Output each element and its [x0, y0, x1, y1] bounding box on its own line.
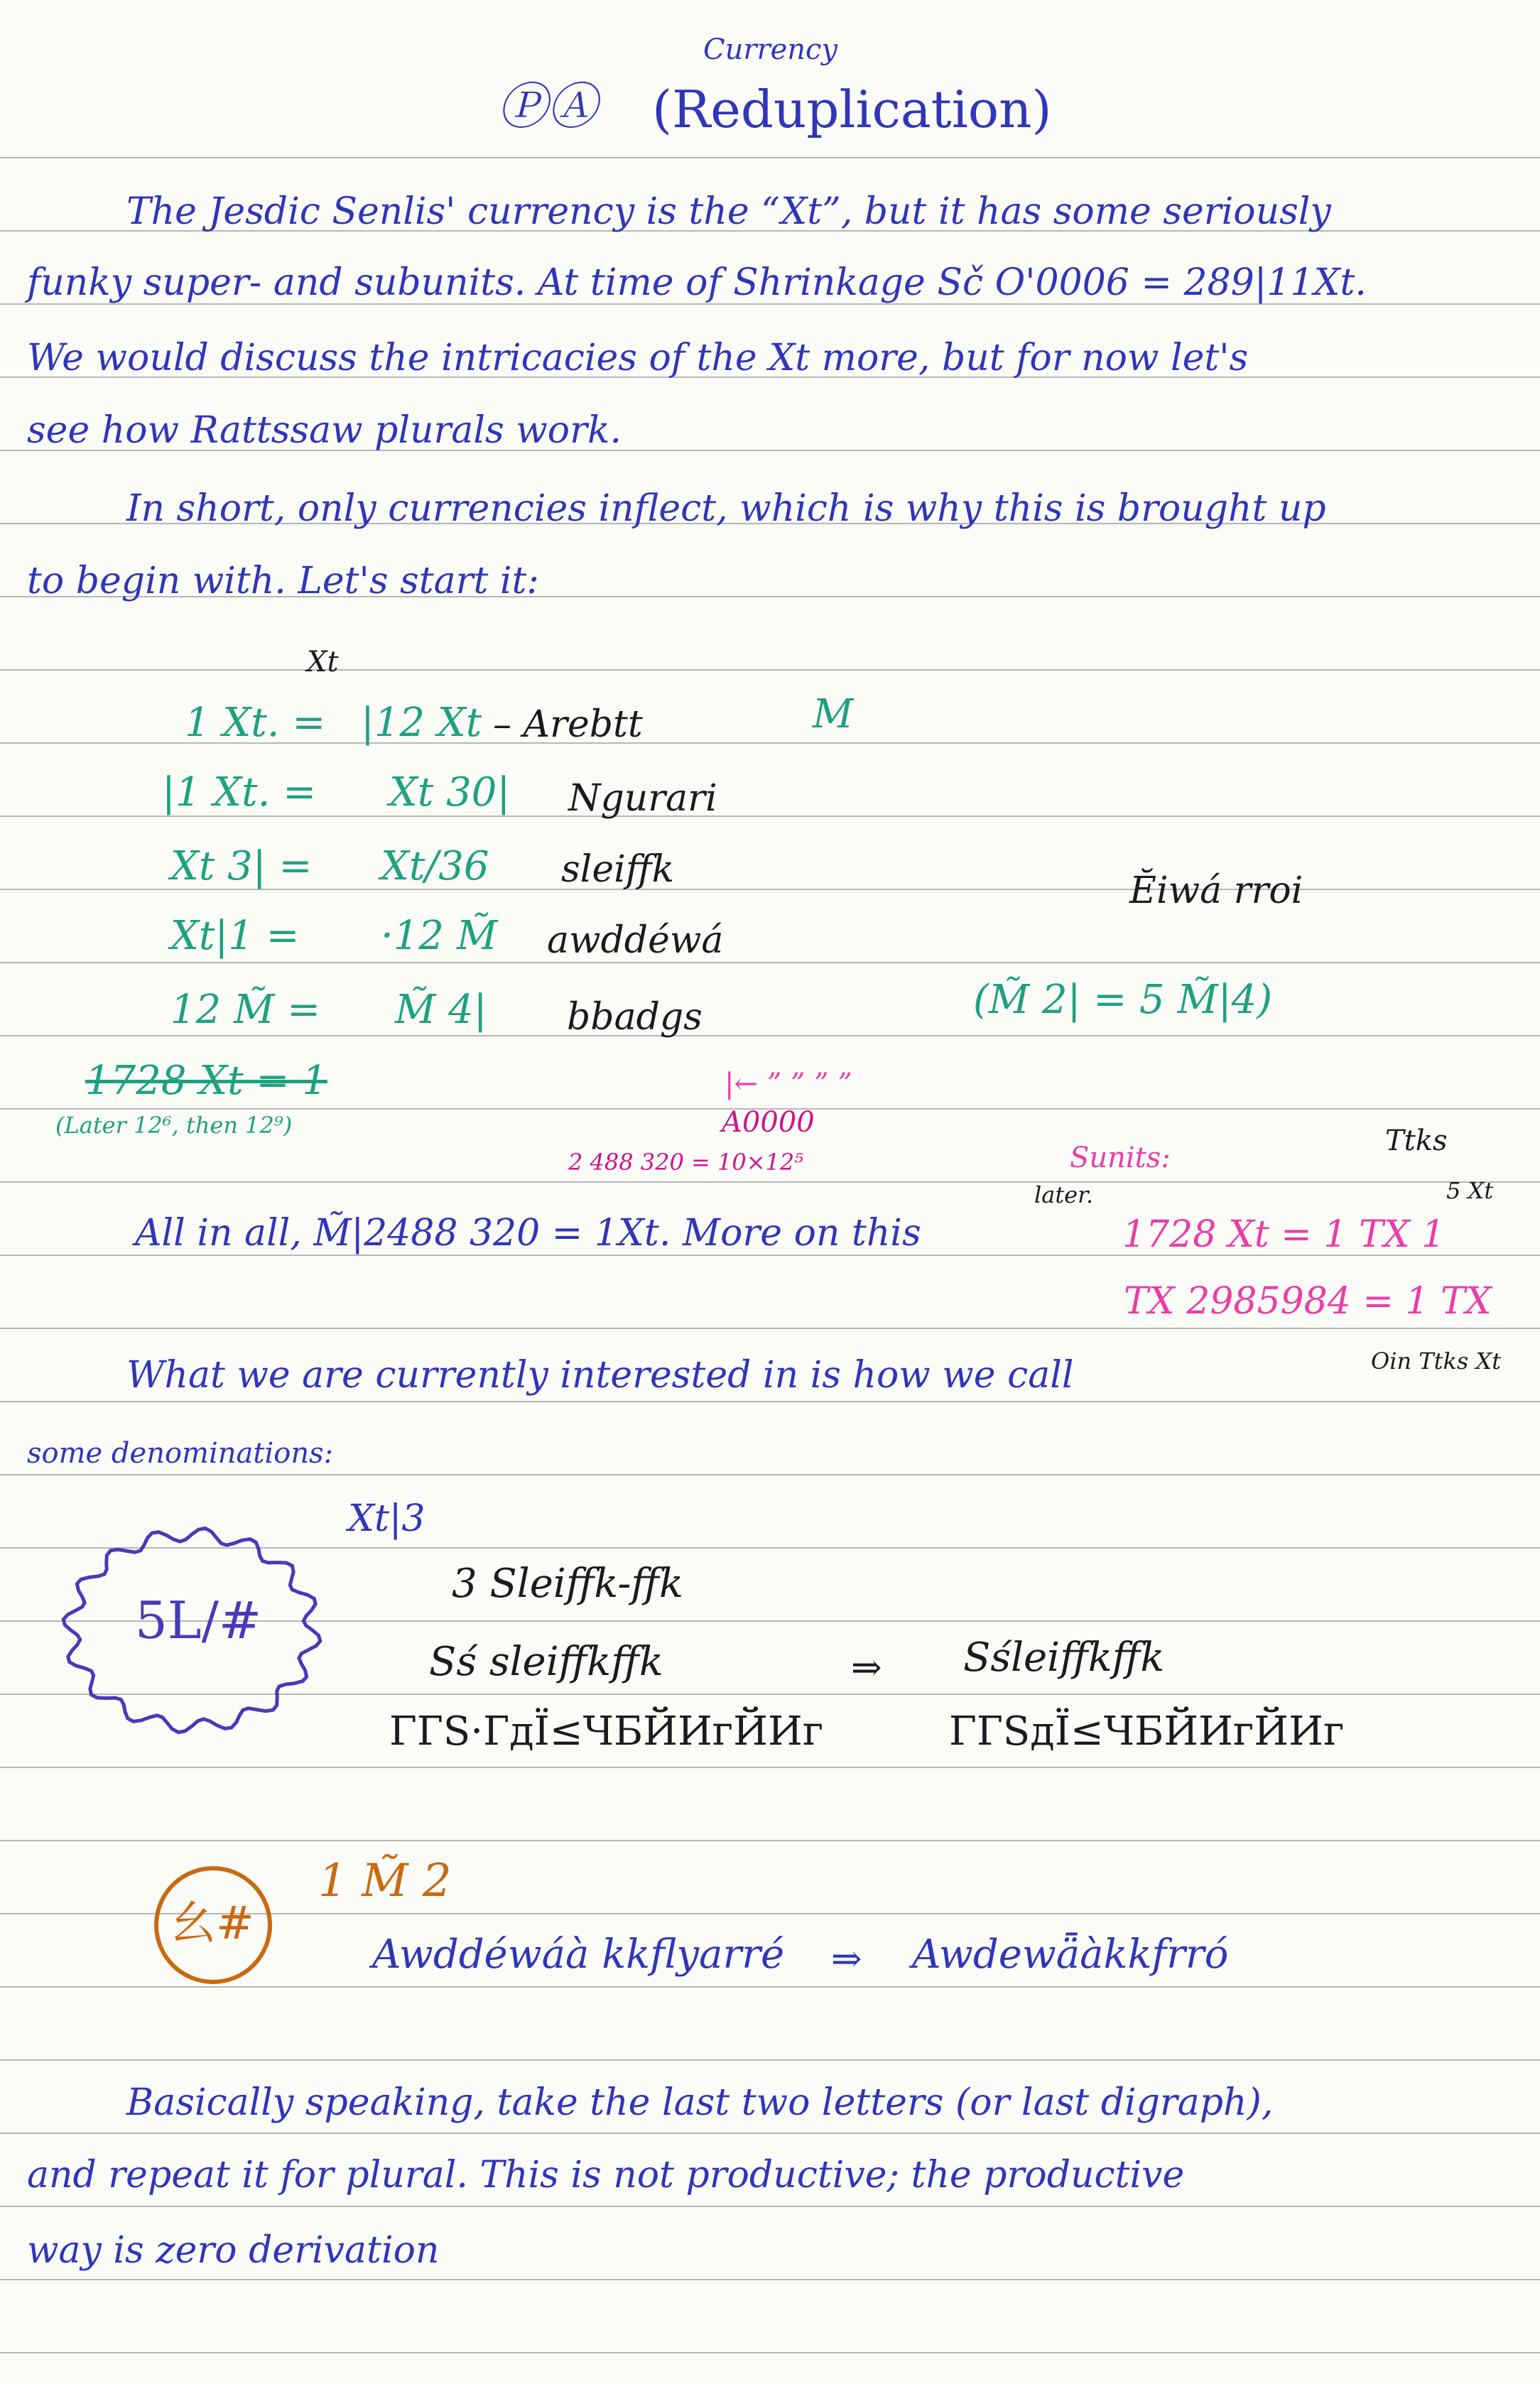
summary-line: All in all, M̃|2488 320 = 1Xt. More on this	[135, 1212, 921, 1255]
unit-right: ·12 M̃	[381, 913, 498, 959]
side-name: Ĕiwá rroi	[1129, 869, 1303, 912]
example1-script-b: ΓГЅдЇ≤ЧБЙИгЙИг	[949, 1708, 1345, 1755]
pink-sxt: 5 Xt	[1446, 1177, 1494, 1204]
pink-quotes: |← ” ” ” ”	[725, 1068, 852, 1100]
example1-line2b: Sśleiffkffk	[963, 1635, 1165, 1681]
example1-amount: Xt|3	[348, 1497, 425, 1540]
example1-line2a: Sś sleiffkffk	[429, 1639, 663, 1685]
denominations-line: What we are currently interested in is how we call	[126, 1354, 1074, 1397]
unit-icon-mark: M	[813, 691, 854, 737]
later-note: (Later 12⁶, then 12⁹)	[55, 1112, 293, 1139]
unit-left: Xt 3| =	[170, 843, 313, 889]
xt-mark: Xt	[307, 646, 339, 678]
side-equation: (M̃ 2| = 5 M̃|4)	[973, 977, 1273, 1023]
header-topic: (Reduplication)	[652, 80, 1052, 139]
pink-sunits: Sunits:	[1070, 1142, 1171, 1174]
pink-eq1: 1728 Xt = 1 TX 1	[1122, 1213, 1446, 1256]
unit-right: Xt 30|	[389, 769, 511, 816]
conclusion-line: Basically speaking, take the last two letters (or last digraph),	[126, 2081, 1274, 2124]
intro-line: The Jesdic Senlis' currency is the “Xt”, but it has some seriously	[126, 190, 1331, 233]
badge-2-symbol: 幺#	[170, 1897, 254, 1950]
example2-phrase-a: Awddéwáà kkflyarré	[372, 1931, 785, 1978]
unit-name: – Arebtt	[493, 703, 643, 746]
unit-left: 1 Xt. =	[185, 700, 326, 746]
intro-line: We would discuss the intricacies of the Xt more, but for now let's	[27, 337, 1249, 379]
intro-line: see how Rattssaw plurals work.	[27, 409, 622, 452]
pink-later: later.	[1034, 1181, 1094, 1208]
unit-left: Xt|1 =	[170, 913, 300, 959]
unit-right: Xt/36	[381, 843, 489, 889]
pink-ttks: Ttks	[1385, 1125, 1448, 1157]
example1-line1: 3 Sleiffk-ffk	[452, 1561, 683, 1607]
unit-right: M̃ 4|	[395, 987, 487, 1033]
pink-sum: 2 488 320 = 10×12⁵	[568, 1149, 804, 1176]
example2-arrow: ⇒	[831, 1938, 862, 1981]
denominations-line: some denominations:	[27, 1437, 334, 1470]
conclusion-line: and repeat it for plural. This is not productive; the productive	[27, 2154, 1185, 2196]
unit-left: |1 Xt. =	[162, 769, 317, 816]
unit-left: 12 M̃ =	[170, 987, 321, 1033]
conclusion-line: way is zero derivation	[27, 2229, 440, 2272]
struck-row: 1728 Xt = 1	[85, 1058, 327, 1104]
header-marks: ⓅⒶ	[497, 77, 597, 136]
unit-name: sleiffk	[561, 848, 675, 891]
badge-symbol: 5L/#	[135, 1591, 262, 1650]
example1-script-a: ΓГЅ·ГдЇ≤ЧБЙИгЙИг	[389, 1708, 824, 1755]
pink-code: A0000	[722, 1106, 815, 1139]
example2-phrase-b: Awdewǟàkkfrró	[912, 1931, 1229, 1978]
pink-eq2: TX 2985984 = 1 TX	[1124, 1280, 1492, 1323]
example1-arrow: ⇒	[851, 1647, 882, 1689]
header-category: Currency	[703, 33, 838, 66]
pink-oin: Oin Ttks Xt	[1371, 1348, 1502, 1375]
intro-line: In short, only currencies inflect, which is why this is brought up	[126, 487, 1326, 530]
unit-name: bbadgs	[567, 996, 703, 1039]
unit-name: awddéwá	[547, 919, 724, 962]
intro-line: funky super- and subunits. At time of Shrinkage Sč O'0006 = 289|11Xt.	[27, 261, 1367, 304]
example2-amount: 1 M̃ 2	[318, 1855, 452, 1907]
unit-name: Ngurari	[568, 777, 717, 820]
unit-right: |12 Xt	[361, 700, 482, 746]
intro-line: to begin with. Let's start it:	[27, 560, 539, 602]
